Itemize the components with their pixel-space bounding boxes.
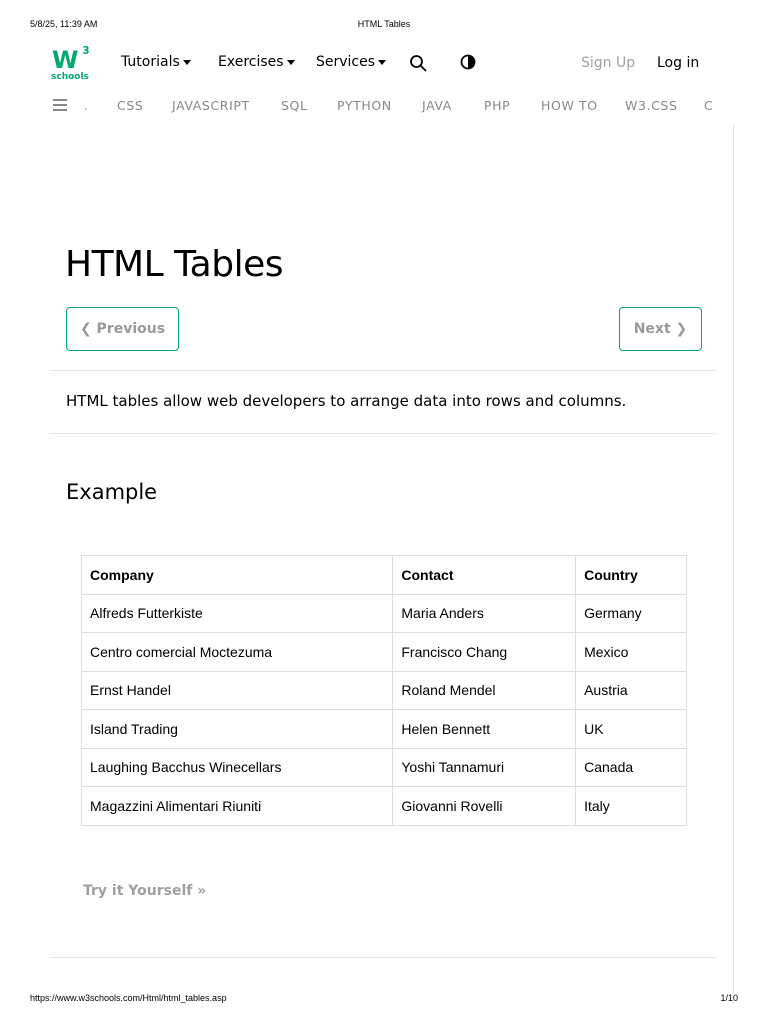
logo-superscript: 3 bbox=[82, 44, 90, 57]
topic-php[interactable]: PHP bbox=[484, 98, 511, 113]
services-menu[interactable] bbox=[316, 54, 386, 70]
header-country: Country bbox=[576, 556, 687, 595]
top-navigation bbox=[0, 40, 768, 90]
services-label: Services bbox=[316, 54, 376, 70]
cell-company: Island Trading bbox=[82, 710, 393, 749]
cell-country: UK bbox=[576, 710, 687, 749]
cell-country: Mexico bbox=[576, 633, 687, 672]
cell-contact: Helen Bennett bbox=[393, 710, 576, 749]
table-row bbox=[82, 710, 687, 749]
cell-company: Alfreds Futterkiste bbox=[82, 594, 393, 633]
topics-bar bbox=[50, 96, 718, 118]
divider bbox=[50, 957, 717, 958]
print-url: https://www.w3schools.com/Html/html_tables.asp bbox=[30, 993, 227, 1003]
cell-contact: Yoshi Tannamuri bbox=[393, 748, 576, 787]
print-header bbox=[0, 19, 768, 33]
tutorials-menu[interactable] bbox=[121, 54, 191, 70]
divider bbox=[50, 370, 717, 371]
cell-company: Ernst Handel bbox=[82, 671, 393, 710]
cell-company: Laughing Bacchus Winecellars bbox=[82, 748, 393, 787]
topic-c[interactable]: C bbox=[704, 98, 714, 113]
print-page-number: 1/10 bbox=[720, 993, 738, 1003]
logo-wordmark: schools bbox=[51, 72, 89, 82]
table-row bbox=[82, 787, 687, 826]
exercises-menu[interactable] bbox=[218, 54, 295, 70]
topic-css[interactable]: CSS bbox=[117, 98, 144, 113]
sign-up-link[interactable]: Sign Up bbox=[581, 55, 636, 71]
table-row bbox=[82, 748, 687, 787]
print-title: HTML Tables bbox=[357, 19, 411, 29]
topic-java[interactable]: JAVA bbox=[422, 98, 452, 113]
content-right-border bbox=[733, 124, 734, 994]
logo-mark: W bbox=[52, 46, 76, 74]
table-row bbox=[82, 671, 687, 710]
cell-country: Canada bbox=[576, 748, 687, 787]
cell-contact: Giovanni Rovelli bbox=[393, 787, 576, 826]
log-in-link[interactable]: Log in bbox=[657, 55, 700, 71]
caret-down-icon bbox=[183, 60, 191, 65]
topic-w3css[interactable]: W3.CSS bbox=[625, 98, 678, 113]
example-heading: Example bbox=[66, 480, 158, 504]
cell-contact: Roland Mendel bbox=[393, 671, 576, 710]
exercises-label: Exercises bbox=[218, 54, 284, 70]
topic-python[interactable]: PYTHON bbox=[337, 98, 392, 113]
caret-down-icon bbox=[287, 60, 295, 65]
table-row bbox=[82, 594, 687, 633]
search-icon[interactable] bbox=[409, 54, 427, 72]
hamburger-menu-icon[interactable] bbox=[53, 99, 67, 111]
cell-country: Austria bbox=[576, 671, 687, 710]
topic-truncated: . bbox=[84, 98, 88, 113]
header-company: Company bbox=[82, 556, 393, 595]
caret-down-icon bbox=[378, 60, 386, 65]
w3schools-logo[interactable] bbox=[50, 44, 94, 84]
cell-company: Magazzini Alimentari Riuniti bbox=[82, 787, 393, 826]
cell-country: Germany bbox=[576, 594, 687, 633]
topic-how-to[interactable]: HOW TO bbox=[541, 98, 598, 113]
print-footer bbox=[0, 993, 768, 1007]
topic-sql[interactable]: SQL bbox=[281, 98, 308, 113]
cell-company: Centro comercial Moctezuma bbox=[82, 633, 393, 672]
print-datetime: 5/8/25, 11:39 AM bbox=[30, 19, 98, 29]
try-it-yourself-link[interactable]: Try it Yourself » bbox=[83, 883, 207, 899]
divider bbox=[50, 433, 717, 434]
cell-contact: Maria Anders bbox=[393, 594, 576, 633]
cell-country: Italy bbox=[576, 787, 687, 826]
table-row bbox=[82, 633, 687, 672]
next-button[interactable]: Next ❯ bbox=[619, 307, 702, 351]
topic-javascript[interactable]: JAVASCRIPT bbox=[172, 98, 250, 113]
contrast-toggle-icon[interactable] bbox=[460, 54, 476, 70]
cell-contact: Francisco Chang bbox=[393, 633, 576, 672]
page-title: HTML Tables bbox=[65, 244, 283, 285]
example-table bbox=[81, 555, 687, 826]
table-header-row bbox=[82, 556, 687, 595]
intro-paragraph: HTML tables allow web developers to arrange data into rows and columns. bbox=[66, 392, 627, 410]
previous-button[interactable]: ❮ Previous bbox=[66, 307, 179, 351]
tutorials-label: Tutorials bbox=[121, 54, 180, 70]
header-contact: Contact bbox=[393, 556, 576, 595]
